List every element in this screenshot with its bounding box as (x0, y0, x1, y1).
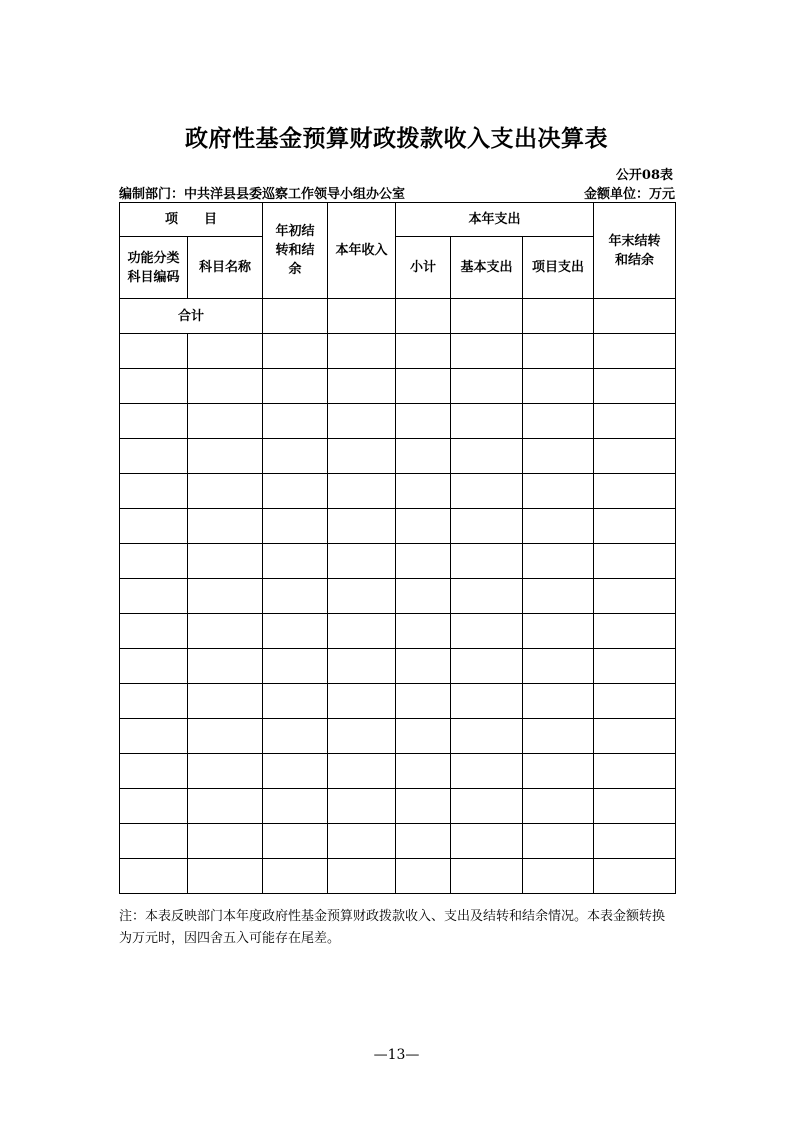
table-cell (523, 369, 594, 404)
table-cell (396, 334, 451, 369)
table-cell (328, 369, 396, 404)
table-row (120, 649, 676, 684)
table-cell (328, 579, 396, 614)
table-cell (328, 614, 396, 649)
table-cell (451, 544, 523, 579)
table-cell (120, 719, 188, 754)
table-cell (188, 859, 263, 894)
table-cell (263, 579, 328, 614)
total-row (120, 299, 676, 334)
table-cell (188, 649, 263, 684)
table-cell (523, 404, 594, 439)
table-cell (188, 614, 263, 649)
table-cell (523, 474, 594, 509)
table-row (120, 404, 676, 439)
table-cell (263, 859, 328, 894)
table-cell (523, 824, 594, 859)
table-cell (328, 509, 396, 544)
table-cell (594, 719, 676, 754)
table-cell (451, 684, 523, 719)
table-cell (451, 614, 523, 649)
table-cell (188, 789, 263, 824)
table-cell (396, 754, 451, 789)
table-cell (451, 754, 523, 789)
header-basic-expense: 基本支出 (451, 237, 523, 299)
table-cell (328, 439, 396, 474)
table-row (120, 824, 676, 859)
table-row (120, 754, 676, 789)
table-row (120, 334, 676, 369)
table-cell (263, 719, 328, 754)
table-cell (328, 544, 396, 579)
page-number: —13— (373, 1047, 420, 1063)
table-cell (188, 754, 263, 789)
table-cell (120, 404, 188, 439)
table-cell (120, 474, 188, 509)
total-label: 合计 (120, 299, 263, 334)
table-row (120, 579, 676, 614)
table-cell (120, 509, 188, 544)
table-row (120, 684, 676, 719)
table-cell (396, 299, 451, 334)
table-cell (523, 719, 594, 754)
table-cell (188, 474, 263, 509)
page-title: 政府性基金预算财政拨款收入支出决算表 (185, 125, 608, 152)
table-cell (451, 474, 523, 509)
table-cell (188, 719, 263, 754)
table-cell (523, 789, 594, 824)
table-cell (188, 439, 263, 474)
table-cell (328, 474, 396, 509)
table-cell (594, 614, 676, 649)
table-cell (120, 789, 188, 824)
fund-budget-table (119, 202, 676, 894)
table-cell (120, 824, 188, 859)
table-cell (328, 754, 396, 789)
table-cell (328, 789, 396, 824)
table-row (120, 474, 676, 509)
table-cell (396, 719, 451, 754)
table-cell (594, 404, 676, 439)
table-cell (594, 789, 676, 824)
compiling-department: 编制部门：中共洋县县委巡察工作领导小组办公室 (119, 187, 406, 202)
table-cell (328, 649, 396, 684)
table-cell (594, 684, 676, 719)
table-cell (523, 579, 594, 614)
table-note: 注：本表反映部门本年度政府性基金预算财政拨款收入、支出及结转和结余情况。本表金额转换为万元时，因四舍五入可能存在尾差。 (119, 909, 666, 946)
table-cell (594, 859, 676, 894)
table-cell (523, 649, 594, 684)
table-cell (120, 614, 188, 649)
table-cell (120, 859, 188, 894)
table-row (120, 544, 676, 579)
table-cell (594, 649, 676, 684)
table-cell (263, 789, 328, 824)
table-cell (120, 334, 188, 369)
header-item: 项 目 (120, 203, 263, 237)
table-cell (263, 369, 328, 404)
meta-row (119, 183, 675, 202)
table-cell (451, 719, 523, 754)
header-income: 本年收入 (328, 203, 396, 299)
table-row (120, 789, 676, 824)
table-cell (188, 579, 263, 614)
table-cell (451, 509, 523, 544)
table-row (120, 859, 676, 894)
table-cell (523, 754, 594, 789)
table-cell (523, 509, 594, 544)
table-cell (594, 369, 676, 404)
table-cell (263, 509, 328, 544)
table-cell (594, 754, 676, 789)
table-cell (263, 544, 328, 579)
table-cell (451, 824, 523, 859)
table-cell (263, 754, 328, 789)
form-number: 公开08表 (615, 168, 673, 183)
table-cell (188, 684, 263, 719)
table-cell (328, 824, 396, 859)
table-cell (523, 334, 594, 369)
table-cell (451, 439, 523, 474)
table-cell (594, 334, 676, 369)
table-cell (396, 474, 451, 509)
table-cell (120, 544, 188, 579)
table-cell (451, 789, 523, 824)
table-cell (328, 719, 396, 754)
table-cell (594, 439, 676, 474)
table-row (120, 509, 676, 544)
table-cell (328, 404, 396, 439)
table-cell (263, 684, 328, 719)
table-cell (263, 614, 328, 649)
table-cell (451, 579, 523, 614)
table-row (120, 614, 676, 649)
table-cell (396, 824, 451, 859)
table-cell (396, 614, 451, 649)
header-func-code: 功能分类科目编码 (120, 237, 188, 299)
table-cell (120, 754, 188, 789)
table-cell (594, 474, 676, 509)
table-cell (451, 369, 523, 404)
table-cell (328, 299, 396, 334)
table-cell (120, 684, 188, 719)
table-cell (328, 859, 396, 894)
table-cell (396, 509, 451, 544)
table-cell (523, 439, 594, 474)
table-cell (594, 509, 676, 544)
table-cell (523, 859, 594, 894)
table-cell (396, 544, 451, 579)
table-cell (120, 579, 188, 614)
table-cell (451, 404, 523, 439)
header-subject-name: 科目名称 (188, 237, 263, 299)
table-cell (188, 334, 263, 369)
table-row (120, 719, 676, 754)
header-end-balance: 年末结转和结余 (594, 203, 676, 299)
table-cell (263, 474, 328, 509)
header-project-expense: 项目支出 (523, 237, 594, 299)
header-row-1 (120, 203, 676, 237)
table-cell (523, 614, 594, 649)
table-cell (451, 299, 523, 334)
table-cell (263, 404, 328, 439)
table-cell (188, 544, 263, 579)
header-expense: 本年支出 (396, 203, 594, 237)
table-cell (188, 404, 263, 439)
table-cell (396, 369, 451, 404)
header-begin-balance: 年初结转和结余 (263, 203, 328, 299)
table-cell (396, 859, 451, 894)
table-cell (594, 579, 676, 614)
table-cell (188, 369, 263, 404)
table-cell (263, 439, 328, 474)
table-cell (120, 439, 188, 474)
table-cell (396, 404, 451, 439)
table-cell (396, 649, 451, 684)
table-cell (451, 649, 523, 684)
table-cell (594, 544, 676, 579)
table-cell (594, 824, 676, 859)
table-row (120, 369, 676, 404)
table-cell (120, 369, 188, 404)
table-cell (396, 579, 451, 614)
header-subtotal: 小计 (396, 237, 451, 299)
table-cell (120, 649, 188, 684)
table-cell (328, 684, 396, 719)
table-cell (188, 509, 263, 544)
table-cell (263, 334, 328, 369)
table-cell (523, 299, 594, 334)
table-cell (396, 789, 451, 824)
table-cell (451, 334, 523, 369)
table-cell (396, 684, 451, 719)
amount-unit: 金额单位：万元 (583, 187, 675, 202)
table-cell (263, 649, 328, 684)
table-cell (328, 334, 396, 369)
table-cell (396, 439, 451, 474)
table-cell (263, 824, 328, 859)
header-row-2 (120, 237, 676, 299)
table-cell (263, 299, 328, 334)
table-cell (594, 299, 676, 334)
table-cell (188, 824, 263, 859)
table-cell (523, 684, 594, 719)
table-cell (451, 859, 523, 894)
table-cell (523, 544, 594, 579)
table-row (120, 439, 676, 474)
